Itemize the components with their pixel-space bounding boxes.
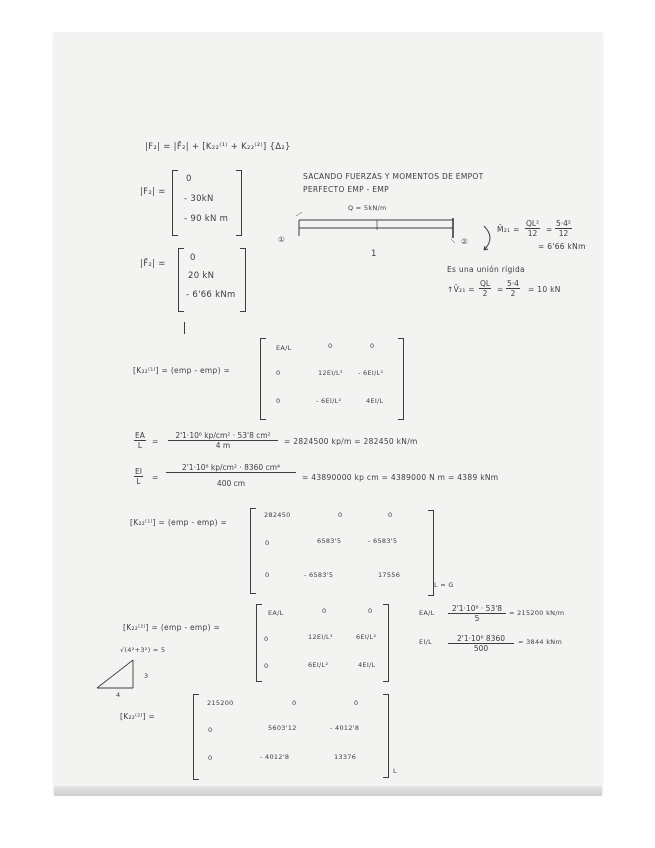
- f2-bracket-right: [236, 170, 242, 236]
- shear-result: = 10 kN: [528, 285, 561, 294]
- k22-2-c11: EA/L: [268, 609, 284, 617]
- ei-fraction: $\frac{\text{2'1·10⁶ kp/cm² · 8360 cm⁴}}{400 cm}$: [166, 463, 296, 488]
- shear-frac1: $\frac{QL}{2}$: [480, 279, 491, 298]
- f2bar-row2: 20 kN: [188, 271, 215, 281]
- heading-line1: SACANDO FUERZAS Y MOMENTOS DE EMPOT: [303, 172, 484, 181]
- equation-main: |F₂| = |F̄₂| + [K₂₂⁽¹⁾ + K₂₂⁽²⁾] {Δ₂}: [145, 142, 291, 152]
- f2-row3: - 90 kN m: [184, 214, 229, 224]
- k22-1-bracket-left: [260, 338, 266, 420]
- k22-1-c23: - 6EI/L²: [358, 369, 384, 377]
- f2bar-row1: 0: [190, 253, 196, 263]
- k22-2-label: [K₂₂⁽²⁾] = (emp - emp) =: [123, 623, 221, 632]
- ei-result: = 43890000 kp cm = 4389000 N m = 4389 kNm: [302, 473, 499, 482]
- k22-2-num-c13: 0: [354, 699, 359, 707]
- moment-result: = 6'66 kNm: [538, 242, 586, 251]
- shear-frac2: $\frac{5\cdot 4}{2}$: [507, 279, 519, 298]
- f2bar-bracket-right: [240, 248, 246, 312]
- beam-drawing: [283, 214, 463, 254]
- ei-eq-sign: =: [152, 473, 159, 482]
- k22-2-num-c31: 0: [208, 754, 213, 762]
- k22-2-c12: 0: [322, 607, 327, 615]
- k22-1-c12: 0: [328, 342, 333, 350]
- triangle-sketch: [95, 648, 145, 693]
- k22-2-num-label: [K₂₂⁽²⁾] =: [120, 712, 156, 721]
- k22-1-num-note: L = G: [434, 581, 454, 589]
- ei2-lhs: EI/L: [419, 638, 433, 646]
- k22-1-c21: 0: [276, 369, 281, 377]
- k22-2-num-c22: 5603'12: [268, 724, 297, 732]
- f2bar-bracket-left: [178, 248, 184, 312]
- k22-1-num-c11: 282450: [264, 511, 291, 519]
- k22-1-c31: 0: [276, 397, 281, 405]
- k22-2-num-c32: - 4012'8: [260, 753, 290, 761]
- beam-node-left: ①: [278, 235, 286, 244]
- ei2-fraction: $\frac{\text{2'1·10⁶ 8360}}{500}$: [448, 634, 514, 653]
- beam-load-label: Q = 5kN/m: [348, 204, 387, 212]
- k22-1-bracket-right: [398, 338, 404, 420]
- k22-1-c13: 0: [370, 342, 375, 350]
- k22-1-num-c22: 6583'5: [317, 537, 342, 545]
- f2bar-label: |F̄₂| =: [140, 259, 166, 269]
- k22-1-c32: - 6EI/L²: [316, 397, 342, 405]
- ei2-result: = 3844 kNm: [518, 638, 563, 646]
- shear-lhs: ↑V̄₂₁ =: [447, 285, 475, 294]
- ea2-fraction: $\frac{\text{2'1·10⁶ · 53'8}}{5}$: [448, 604, 506, 623]
- beam-node-right: ②: [461, 237, 469, 246]
- k22-1-c11: EA/L: [276, 344, 292, 352]
- moment-frac2: $\frac{\text{5·4²}}{12}$: [556, 219, 571, 238]
- k22-1-num-c12: 0: [338, 511, 343, 519]
- f2bar-row3: - 6'66 kNm: [186, 290, 236, 300]
- f2-row1: 0: [186, 174, 192, 184]
- k22-2-c32: 6EI/L²: [308, 661, 329, 669]
- k22-2-num-bracket-left: [193, 694, 199, 780]
- k22-2-num-bracket-right: [383, 694, 389, 778]
- triangle-side: 3: [144, 672, 149, 680]
- k22-2-bracket-left: [256, 604, 262, 682]
- f2-label: |F₂| =: [140, 187, 166, 197]
- moment-eq-sign: =: [546, 225, 553, 234]
- k22-1-num-c21: 0: [265, 539, 270, 547]
- ea-eq-sign: =: [152, 437, 159, 446]
- k22-1-c22: 12EI/L³: [318, 369, 343, 377]
- k22-1-num-c33: 17556: [378, 571, 401, 579]
- ei-lhs: $\frac{EI}{L}$: [135, 467, 142, 486]
- triangle-hyp: √(4²+3²) = 5: [120, 646, 166, 654]
- k22-2-num-c11: 215200: [207, 699, 234, 707]
- k22-1-num-c32: - 6583'5: [304, 571, 334, 579]
- triangle-base: 4: [116, 691, 121, 699]
- f2-bracket-left: [172, 170, 178, 236]
- k22-2-num-note: L: [393, 767, 397, 775]
- k22-2-bracket-right: [383, 604, 389, 682]
- ea-fraction: $\frac{\text{2'1·10⁶ kp/cm² · 53'8 cm²}}{4 m}$: [168, 431, 278, 450]
- k22-1-num-c13: 0: [388, 511, 393, 519]
- stray-mark: [184, 322, 185, 334]
- k22-1-num-c23: - 6583'5: [368, 537, 398, 545]
- ea-lhs: $\frac{EA}{L}$: [135, 431, 145, 450]
- k22-1-num-label: [K₂₂⁽¹⁾] = (emp - emp) =: [130, 518, 228, 527]
- rigid-joint-note: Es una unión rígida: [447, 265, 525, 274]
- k22-2-c31: 0: [264, 662, 269, 670]
- k22-2-num-c21: 0: [208, 726, 213, 734]
- paper-edge: [54, 786, 602, 796]
- k22-1-c33: 4EI/L: [366, 397, 384, 405]
- ea2-result: = 215200 kN/m: [509, 609, 565, 617]
- heading-line2: PERFECTO EMP - EMP: [303, 185, 389, 194]
- k22-1-num-bracket-left: [250, 508, 256, 594]
- k22-2-num-c33: 13376: [334, 753, 357, 761]
- k22-2-num-c23: - 4012'8: [330, 724, 360, 732]
- k22-2-c33: 4EI/L: [358, 661, 376, 669]
- f2-row2: - 30kN: [184, 194, 214, 204]
- k22-2-num-c12: 0: [292, 699, 297, 707]
- k22-1-label: [K₂₂⁽¹⁾] = (emp - emp) =: [133, 366, 231, 375]
- k22-2-c13: 0: [368, 607, 373, 615]
- beam-element-label: 1: [371, 249, 377, 259]
- k22-2-c23: 6EI/L²: [356, 633, 377, 641]
- ea-result: = 2824500 kp/m = 282450 kN/m: [284, 437, 418, 446]
- moment-frac1: $\frac{\text{QL²}}{12}$: [526, 219, 540, 238]
- shear-eq-sign: =: [497, 285, 504, 294]
- moment-lhs: M̄₂₁ =: [497, 225, 520, 234]
- k22-1-num-c31: 0: [265, 571, 270, 579]
- k22-2-c22: 12EI/L³: [308, 633, 333, 641]
- k22-2-c21: 0: [264, 635, 269, 643]
- ea2-lhs: EA/L: [419, 609, 435, 617]
